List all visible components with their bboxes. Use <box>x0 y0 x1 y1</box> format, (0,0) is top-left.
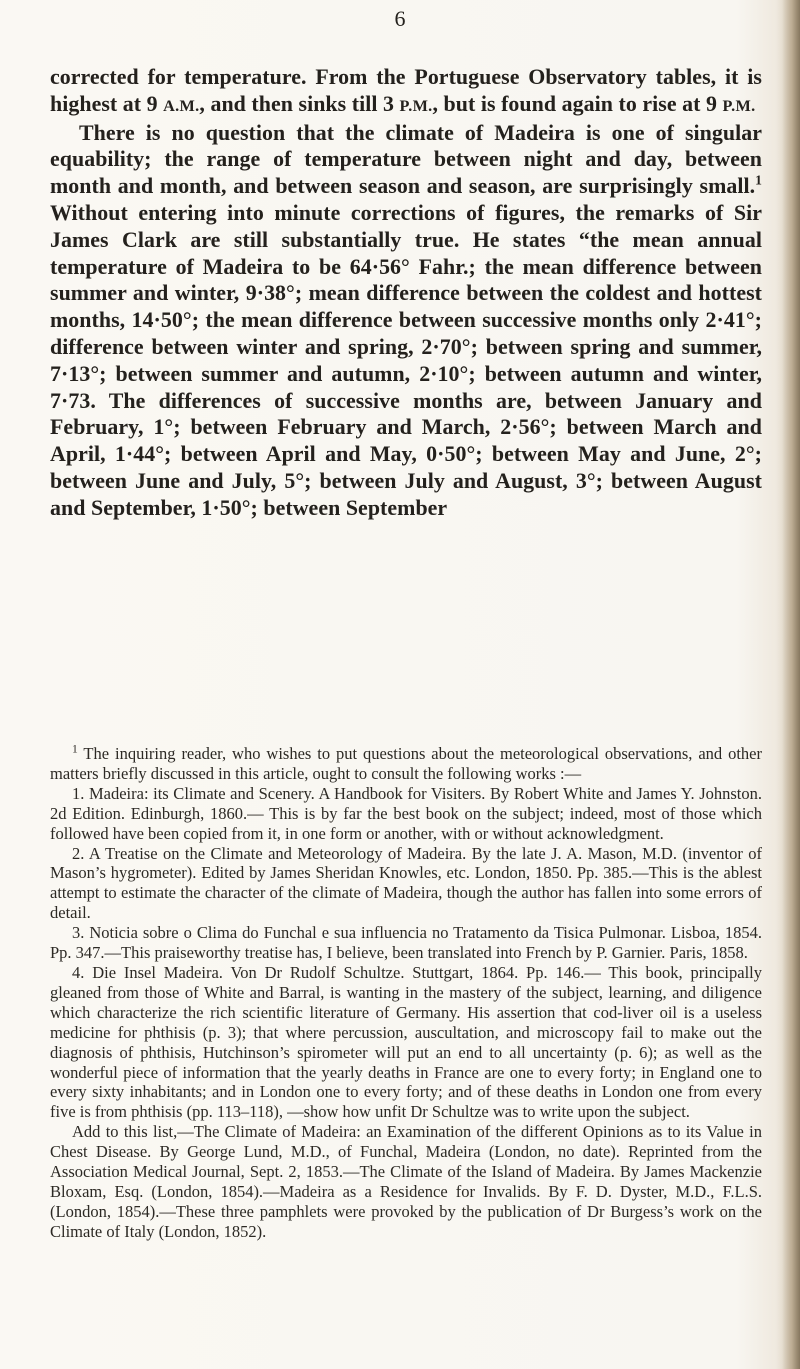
paragraph-1-text-b: , and then sinks till 3 <box>199 90 400 116</box>
paragraph-2 <box>50 120 762 522</box>
paragraph-1-text-c: , but is found again to rise at 9 <box>432 90 723 116</box>
footnote-item-1: 1. Madeira: its Climate and Scenery. A Handbook for Visiters. By Robert White and James Y. Johnston. 2d Edition. Edinburgh, 1860.— This is by far the best book on the subject; indeed, most of those which followed have been copied from it, in one form or another, with or without acknowledgment. <box>50 783 762 843</box>
footnotes <box>50 744 762 1242</box>
footnote-item-5: Add to this list,—The Climate of Madeira: an Examination of the different Opinions as to its Value in Chest Disease. By George Lund, M.D., of Funchal, Madeira (London, no date). Reprinted from the Association Medical Journal, Sept. 2, 1853.—The Climate of the Island of Madeira. By James Mackenzie Bloxam, Esq. (London, 1854).—Madeira as a Residence for Invalids. By F. D. Dyster, M.D., F.L.S. (London, 1854).—These three pamphlets were provoked by the publication of Dr Burgess’s work on the Climate of Italy (London, 1852). <box>50 1122 762 1241</box>
footnote-item-3: 3. Noticia sobre o Clima do Funchal e sua influencia no Tratamento da Tisica Pulmonar. Lisboa, 1854. Pp. 347.—This praiseworthy treatise has, I believe, been translated into French by P. Garnier. Paris, 1858. <box>50 923 762 963</box>
footnote-intro <box>50 744 762 784</box>
paragraph-1 <box>50 64 762 120</box>
footnote-intro-text: The inquiring reader, who wishes to put questions about the meteorological observations, and other matters briefly discussed in this article, ought to consult the following works :— <box>50 744 763 783</box>
main-text <box>50 64 762 522</box>
paragraph-2-text-a: There is no question that the climate of Madeira is one of singular equability; the range of temperature between night and day, between month and month, and between season and season, are surprisingly small. <box>50 119 762 199</box>
footnote-mark: 1 <box>72 743 78 756</box>
time-pm-2: P.M. <box>722 96 756 115</box>
time-am: A.M. <box>163 96 200 115</box>
footnote-item-4: 4. Die Insel Madeira. Von Dr Rudolf Schultze. Stuttgart, 1864. Pp. 146.— This book, principally gleaned from those of White and Barral, is wanting in the mastery of the subject, learning, and diligence which characterize the rich scientific literature of Germany. His assertion that cod-liver oil is a useless medicine for phthisis (p. 3); that where percussion, auscultation, and microscopy fail to make out the diagnosis of phthisis, Hutchinson’s spirometer will put an end to all uncertainty (p. 6); as well as the wonderful piece of information that the yearly deaths in France are one to every forty; in England one to every sixty inhabitants; and in London one to every forty; and of these deaths in London one from every five is from phthisis (pp. 113–118), —show how unfit Dr Schultze was to write upon the subject. <box>50 962 762 1122</box>
page-edge-shadow <box>782 0 800 1369</box>
paragraph-2-text-b: Without entering into minute corrections of figures, the remarks of Sir James Clark are still substantially true. He states “the mean annual temperature of Madeira to be 64·56° Fahr.; the mean difference between summer and winter, 9·38°; mean difference between the coldest and hottest months, 14·50°; the mean difference between successive months only 2·41°; difference between winter and spring, 2·70°; between spring and summer, 7·13°; between summer and autumn, 2·10°; between autumn and winter, 7·73. The differences of successive months are, between January and February, 1°; between February and March, 2·56°; between March and April, 1·44°; between April and May, 0·50°; between May and June, 2°; between June and July, 5°; between July and August, 3°; between August and September, 1·50°; between September <box>50 199 762 520</box>
paragraph-1-text-a: corrected for temperature. From the Portuguese Observatory tables, it is highest at 9 <box>50 64 762 116</box>
page-number: 6 <box>394 6 406 31</box>
footnote-item-2: 2. A Treatise on the Climate and Meteorology of Madeira. By the late J. A. Mason, M.D. (inventor of Mason’s hygrometer). Edited by James Sheridan Knowles, etc. London, 1850. Pp. 385.—This is the ablest attempt to estimate the character of the climate of Madeira, though the author has fallen into some errors of detail. <box>50 843 762 923</box>
footnote-reference[interactable]: 1 <box>755 172 762 188</box>
time-pm-1: P.M. <box>399 96 433 115</box>
